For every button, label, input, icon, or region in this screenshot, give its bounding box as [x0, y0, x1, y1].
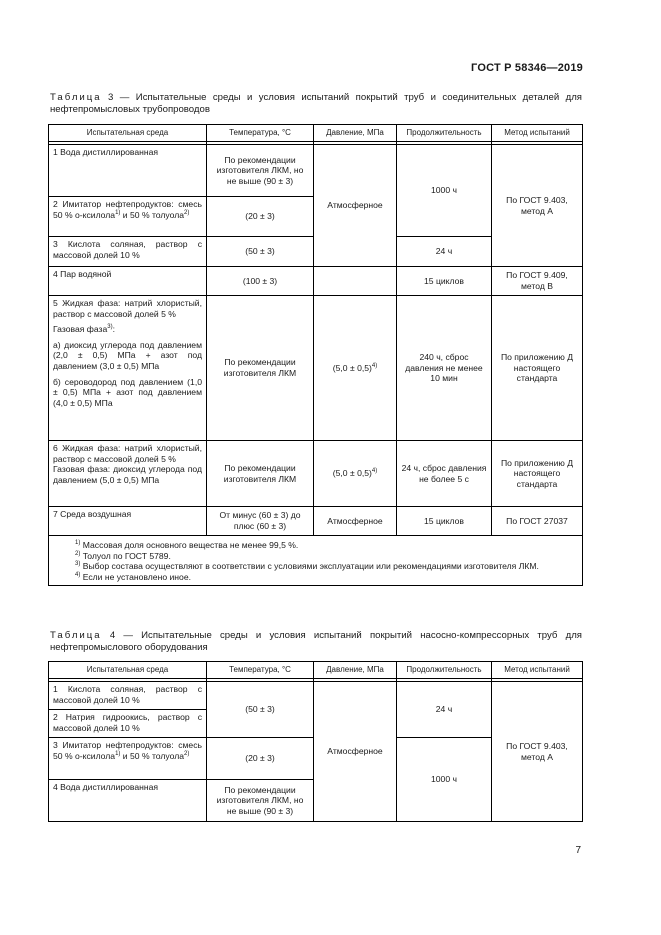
table4-r3-medium-text-a: 3 Имитатор нефтепродуктов: смесь 50 % о-ксилола	[53, 740, 202, 761]
table3-r4-temperature: (100 ± 3)	[207, 267, 314, 296]
table4-caption	[50, 630, 582, 654]
table-row	[49, 507, 583, 536]
table3-r5-medium	[49, 296, 207, 441]
footnote-ref: 3)	[107, 324, 113, 331]
table3-r123-pressure: Атмосферное	[314, 145, 397, 267]
table3-r7-pressure: Атмосферное	[314, 507, 397, 536]
table3-r12-duration: 1000 ч	[397, 145, 492, 237]
table3-r5-option-b: б) сероводород под давлением (1,0 ± 0,5) МПа + азот под давлением (4,0 ± 0,5) МПа	[53, 376, 202, 408]
table3-r6-gas-phase: Газовая фаза: диоксид углерода под давлением (5,0 ± 0,5) МПа	[53, 464, 202, 485]
table3-r6-liquid-phase: 6 Жидкая фаза: натрий хлористый, раствор с массовой долей 5 %	[53, 443, 202, 464]
table3-r5-method: По приложению Д настоящего стандарта	[492, 296, 583, 441]
footnote-mark: 1)	[75, 540, 81, 546]
table3-r5-pressure-value: (5,0 ± 0,5)	[332, 362, 372, 373]
table4-r3-medium	[49, 738, 207, 780]
table3-label: Таблица	[50, 92, 102, 103]
table4-pressure: Атмосферное	[314, 682, 397, 822]
footnote-text: Толуол по ГОСТ 5789.	[80, 550, 171, 561]
table3-r2-medium-text-a: 2 Имитатор нефтепродуктов: смесь 50 % о-ксилола	[53, 199, 202, 220]
table4-header-pressure: Давление, МПа	[314, 662, 397, 679]
table3-r3-duration: 24 ч	[397, 237, 492, 267]
table4-header-medium: Испытательная среда	[49, 662, 207, 679]
table3-r3-medium: 3 Кислота соляная, раствор с массовой долей 10 %	[49, 237, 207, 267]
table4-r3-temperature: (20 ± 3)	[207, 738, 314, 780]
table3-r5-gas-phase-text: Газовая фаза	[53, 324, 108, 335]
table3-header-medium: Испытательная среда	[49, 125, 207, 142]
table4-header-row	[49, 662, 583, 679]
table3-header-method: Метод испытаний	[492, 125, 583, 142]
table3-r2-medium	[49, 197, 207, 237]
table3-r6-pressure	[314, 441, 397, 507]
footnote-mark: 2)	[75, 550, 81, 557]
table3-r5-duration: 240 ч, сброс давления не менее 10 мин	[397, 296, 492, 441]
document-standard-number: ГОСТ Р 58346—2019	[471, 62, 583, 74]
table4-r2-medium: 2 Натрия гидроокись, раствор с массовой долей 10 %	[49, 710, 207, 738]
table3-r6-medium	[49, 441, 207, 507]
table-row	[49, 441, 583, 507]
table3-r4-medium: 4 Пар водяной	[49, 267, 207, 296]
footnote	[55, 561, 576, 572]
page-number: 7	[575, 845, 581, 856]
table3-caption-text: 3 — Испытательные среды и условия испытаний покрытий труб и соединительных деталей для нефтепромысловых трубопроводов	[50, 92, 582, 115]
table4	[48, 661, 583, 822]
table3-r5-gas-phase	[53, 324, 202, 335]
table3-r6-duration: 24 ч, сброс давления не более 5 с	[397, 441, 492, 507]
table3-r2-temperature: (20 ± 3)	[207, 197, 314, 237]
footnote	[55, 540, 576, 551]
table3-r6-method: По приложению Д настоящего стандарта	[492, 441, 583, 507]
table4-label: Таблица	[50, 630, 102, 641]
footnote-text: Если не установлено иное.	[80, 571, 191, 582]
table3-header-row	[49, 125, 583, 142]
footnote-ref: 2)	[184, 209, 190, 216]
table4-r3-medium-text-b: и 50 % толуола	[120, 750, 184, 761]
table4-header-duration: Продолжительность	[397, 662, 492, 679]
table3-r7-temperature: От минус (60 ± 3) до плюс (60 ± 3)	[207, 507, 314, 536]
footnote-ref: 4)	[371, 362, 378, 369]
table3-r5-temperature: По рекомендации изготовителя ЛКМ	[207, 296, 314, 441]
footnote-ref: 2)	[184, 750, 190, 757]
footnote-ref: 1)	[115, 750, 121, 757]
table3-r7-method: По ГОСТ 27037	[492, 507, 583, 536]
table4-method: По ГОСТ 9.403, метод А	[492, 682, 583, 822]
footnote	[55, 572, 576, 583]
table3-header-pressure: Давление, МПа	[314, 125, 397, 142]
table-row	[49, 145, 583, 197]
footnote-ref: 1)	[115, 209, 121, 216]
table-row	[49, 682, 583, 710]
footnote-mark: 3)	[75, 561, 81, 568]
table3-r4-duration: 15 циклов	[397, 267, 492, 296]
table4-header-method: Метод испытаний	[492, 662, 583, 679]
table4-r1-medium: 1 Кислота соляная, раствор с массовой долей 10 %	[49, 682, 207, 710]
table-row	[49, 296, 583, 441]
table4-r12-duration: 24 ч	[397, 682, 492, 738]
table3-r6-pressure-value: (5,0 ± 0,5)	[332, 468, 372, 479]
table3-r4-method: По ГОСТ 9.409, метод В	[492, 267, 583, 296]
table4-r4-medium: 4 Вода дистиллированная	[49, 780, 207, 822]
table3-r7-medium: 7 Среда воздушная	[49, 507, 207, 536]
table4-header-temperature: Температура, °С	[207, 662, 314, 679]
table3-footnotes	[49, 536, 583, 586]
table4-r4-temperature: По рекомендации изготовителя ЛКМ, но не выше (90 ± 3)	[207, 780, 314, 822]
table3-r5-option-a: а) диоксид углерода под давлением (2,0 ± 0,5) МПа + азот под давлением (3,0 ± 0,5) МПа	[53, 339, 202, 371]
footnote	[55, 551, 576, 562]
footnote-ref: 4)	[371, 468, 378, 475]
footnote-text: Выбор состава осуществляют в соответствии с условиями эксплуатации или рекомендациями изготовителя ЛКМ.	[80, 561, 539, 572]
table3-r1-medium: 1 Вода дистиллированная	[49, 145, 207, 197]
table3-r1-temperature: По рекомендации изготовителя ЛКМ, но не выше (90 ± 3)	[207, 145, 314, 197]
table3-r3-temperature: (50 ± 3)	[207, 237, 314, 267]
table3-r6-temperature: По рекомендации изготовителя ЛКМ	[207, 441, 314, 507]
table3-r5-liquid-phase: 5 Жидкая фаза: натрий хлористый, раствор с массовой долей 5 %	[53, 298, 202, 319]
table4-caption-text: 4 — Испытательные среды и условия испытаний покрытий насосно-компрессорных труб для нефтепромыслового оборудования	[50, 630, 582, 653]
table3-header-duration: Продолжительность	[397, 125, 492, 142]
table3-r2-medium-text-b: и 50 % толуола	[120, 209, 184, 220]
table3-r4-pressure	[314, 267, 397, 296]
table4-r12-temperature: (50 ± 3)	[207, 682, 314, 738]
table3-header-temperature: Температура, °С	[207, 125, 314, 142]
footnote-mark: 4)	[75, 571, 81, 578]
table3	[48, 124, 583, 586]
table3-footnotes-row	[49, 536, 583, 586]
table3-r5-pressure	[314, 296, 397, 441]
footnote-text: Массовая доля основного вещества не менее 99,5 %.	[80, 540, 299, 550]
table3-r123-method: По ГОСТ 9.403, метод А	[492, 145, 583, 267]
table3-r7-duration: 15 циклов	[397, 507, 492, 536]
table3-r5-gas-phase-colon: :	[112, 324, 115, 335]
table3-caption	[50, 92, 582, 116]
table4-r34-duration: 1000 ч	[397, 738, 492, 822]
table-row	[49, 267, 583, 296]
